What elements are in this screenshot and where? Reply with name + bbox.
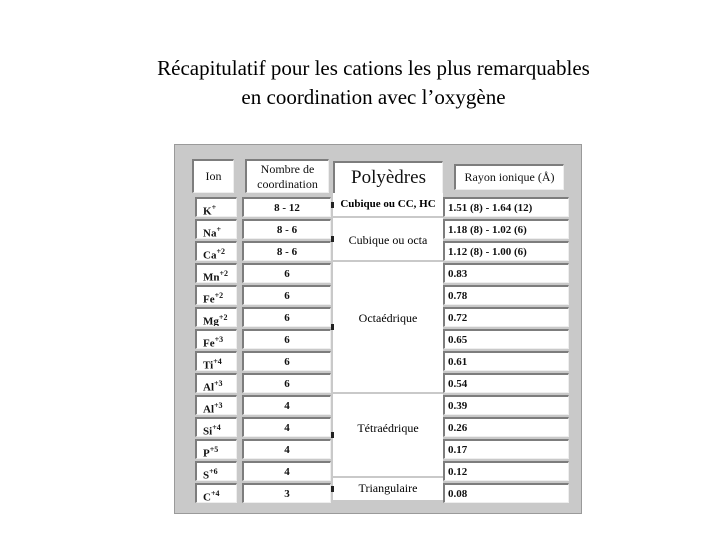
ion-cell xyxy=(195,373,237,393)
ion-charge: +5 xyxy=(209,445,219,454)
ion-symbol: Ca xyxy=(203,249,217,261)
ion-charge: +3 xyxy=(214,335,224,344)
bracket-tick xyxy=(331,432,334,438)
ion-charge: +4 xyxy=(213,357,222,366)
radius-cell: 0.78 xyxy=(443,285,569,305)
bracket-tick xyxy=(331,236,334,242)
ion-charge: +2 xyxy=(218,313,228,322)
polyhedron-cell: Cubique ou CC, HC xyxy=(333,193,443,216)
coordination-cell: 4 xyxy=(242,417,331,437)
radius-cell: 0.08 xyxy=(443,483,569,503)
ion-cell xyxy=(195,351,237,371)
radius-cell: 0.65 xyxy=(443,329,569,349)
ion-charge: +6 xyxy=(209,467,218,476)
header-radius: Rayon ionique (Å) xyxy=(454,164,564,190)
polyhedron-cell: Tétraédrique xyxy=(333,394,443,476)
coordination-cell: 4 xyxy=(242,395,331,415)
coordination-cell: 6 xyxy=(242,373,331,393)
coordination-cell: 8 - 12 xyxy=(242,197,331,217)
ion-symbol: P xyxy=(203,447,210,459)
ion-cell xyxy=(195,307,237,327)
ion-symbol: Ti xyxy=(203,359,214,371)
ion-charge: + xyxy=(216,225,222,234)
polyhedron-cell: Cubique ou octa xyxy=(333,218,443,260)
radius-cell: 0.83 xyxy=(443,263,569,283)
coordination-cell: 6 xyxy=(242,285,331,305)
coordination-cell: 6 xyxy=(242,351,331,371)
ion-cell xyxy=(195,219,237,239)
bracket-tick xyxy=(331,324,334,330)
ion-cell xyxy=(195,329,237,349)
coordination-cell: 8 - 6 xyxy=(242,219,331,239)
bracket-tick xyxy=(331,202,334,208)
ion-symbol: C xyxy=(203,491,211,503)
ion-charge: +2 xyxy=(216,247,226,256)
ion-symbol: K xyxy=(203,205,212,217)
coordination-cell: 6 xyxy=(242,329,331,349)
ion-symbol: Mg xyxy=(203,315,219,327)
radius-cell: 0.26 xyxy=(443,417,569,437)
ion-cell xyxy=(195,285,237,305)
ion-cell xyxy=(195,197,237,217)
coordination-cell: 6 xyxy=(242,263,331,283)
ion-cell xyxy=(195,395,237,415)
ion-charge: +3 xyxy=(214,401,223,410)
ion-charge: +2 xyxy=(214,291,224,300)
ion-charge: +2 xyxy=(219,269,229,278)
radius-cell: 0.39 xyxy=(443,395,569,415)
ion-charge: + xyxy=(211,203,217,212)
header-coordination xyxy=(245,159,329,193)
ion-symbol: Na xyxy=(203,227,217,239)
ion-cell xyxy=(195,461,237,481)
cation-table xyxy=(174,144,582,514)
slide-title xyxy=(0,54,720,112)
ion-cell xyxy=(195,439,237,459)
title-line-2: en coordination avec l’oxygène xyxy=(241,85,506,109)
header-ion: Ion xyxy=(192,159,234,193)
bracket-tick xyxy=(331,486,334,492)
radius-cell: 0.12 xyxy=(443,461,569,481)
radius-cell: 1.12 (8) - 1.00 (6) xyxy=(443,241,569,261)
ion-cell xyxy=(195,241,237,261)
header-coordination-line-2: coordination xyxy=(257,177,318,191)
ion-symbol: Fe xyxy=(203,293,215,305)
radius-cell: 1.18 (8) - 1.02 (6) xyxy=(443,219,569,239)
title-line-1: Récapitulatif pour les cations les plus remarquables xyxy=(157,56,590,80)
ion-symbol: Fe xyxy=(203,337,215,349)
ion-symbol: Al xyxy=(203,403,214,415)
radius-cell: 0.17 xyxy=(443,439,569,459)
ion-cell xyxy=(195,417,237,437)
ion-symbol: Si xyxy=(203,425,213,437)
radius-cell: 0.54 xyxy=(443,373,569,393)
coordination-cell: 4 xyxy=(242,461,331,481)
radius-cell: 0.61 xyxy=(443,351,569,371)
coordination-cell: 4 xyxy=(242,439,331,459)
ion-symbol: Mn xyxy=(203,271,220,283)
coordination-cell: 8 - 6 xyxy=(242,241,331,261)
radius-cell: 1.51 (8) - 1.64 (12) xyxy=(443,197,569,217)
ion-cell xyxy=(195,263,237,283)
ion-symbol: Al xyxy=(203,381,214,393)
ion-charge: +3 xyxy=(214,379,223,388)
header-polyhedra: Polyèdres xyxy=(333,161,443,195)
ion-charge: +4 xyxy=(210,489,220,498)
radius-cell: 0.72 xyxy=(443,307,569,327)
coordination-cell: 3 xyxy=(242,483,331,503)
ion-symbol: S xyxy=(203,469,210,481)
ion-cell xyxy=(195,483,237,503)
ion-charge: +4 xyxy=(212,423,221,432)
header-coordination-line-1: Nombre de xyxy=(260,162,315,176)
polyhedron-cell: Octaédrique xyxy=(333,262,443,392)
coordination-cell: 6 xyxy=(242,307,331,327)
polyhedron-cell: Triangulaire xyxy=(333,478,443,500)
